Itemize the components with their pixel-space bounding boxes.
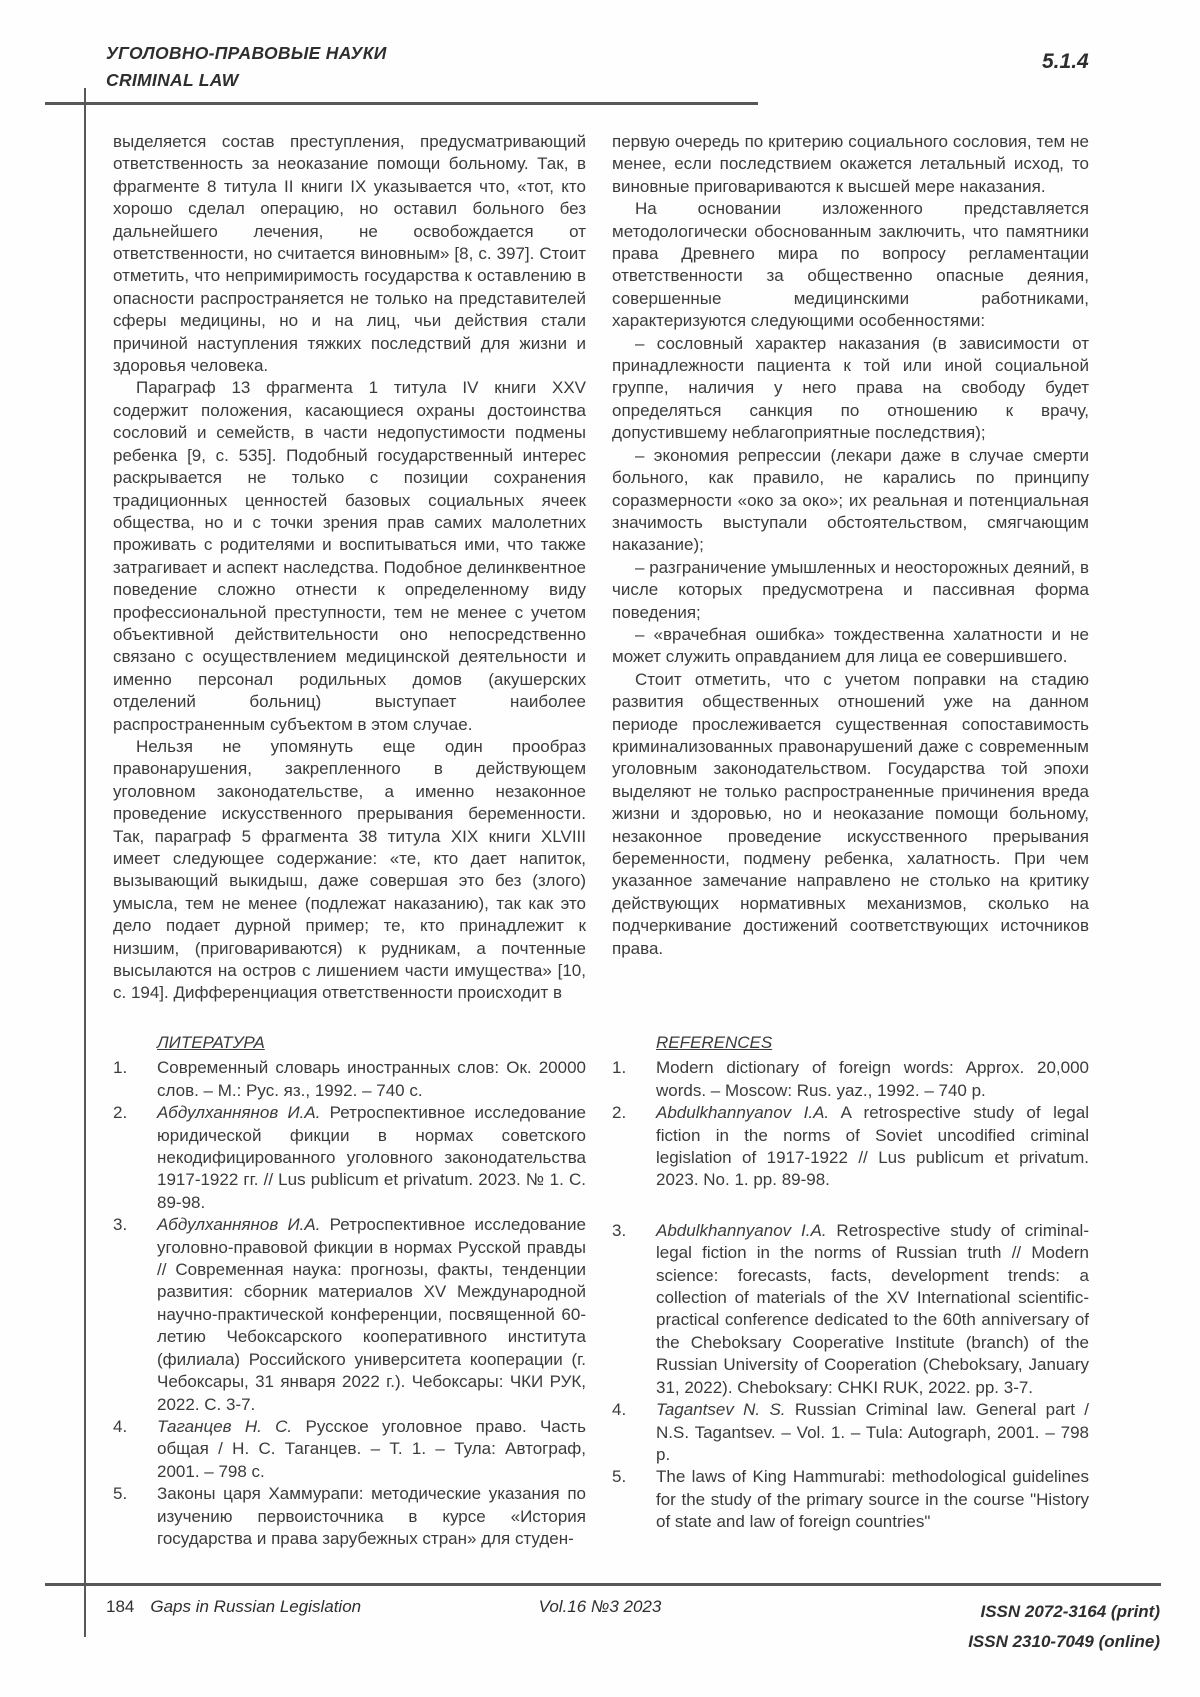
reference-number: 1. (113, 1058, 128, 1078)
section-heading-en: CRIMINAL LAW (106, 70, 239, 90)
reference-text: Abdulkhannyanov I.A. A retrospective study of legal fiction in the norms of Soviet uncodified criminal legislation of 1917-1922 // Lus publicum et privatum. 2023. No. 1. pp. 89-98. (656, 1103, 1089, 1190)
body-paragraph: – экономия репрессии (лекари даже в случае смерти больного, как правило, не карались по принципу соразмерности «око за око»; их реальная и потенциальная значимость выступали обстоятельством, смягчающим наказание); (612, 445, 1089, 555)
right-column (612, 131, 1089, 960)
header-rule (45, 102, 758, 105)
body-paragraph: – «врачебная ошибка» тождественна халатности и не может служить оправданием для лица ее совершившего. (612, 624, 1089, 667)
body-paragraph: – разграничение умышленных и неосторожных деяний, в числе которых предусмотрена и пассивная форма поведения; (612, 557, 1089, 622)
body-paragraph: – сословный характер наказания (в зависимости от принадлежности пациента к той или иной социальной группе, наличия у него права на свободу будет определяться санкция по отношению к врачу, допустившему неблагоприятные последствия); (612, 333, 1089, 443)
section-heading (106, 40, 387, 94)
reference-number: 2. (113, 1103, 128, 1123)
references-heading: REFERENCES (656, 1033, 773, 1052)
reference-text: Абдулханнянов И.А. Ретроспективное исследование уголовно-правовой фикции в нормах Русской правды // Современная наука: прогнозы, факты, тенденции развития: сборник материалов XV Международной научно-практической конференции, посвященной 60-летию Чебоксарского кооперативного института (филиала) Российского университета кооперации (г. Чебоксары, 31 января 2022 г.). Чебоксары: ЧКИ РУК, 2022. С. 3-7. (157, 1215, 586, 1414)
reference-number: 5. (612, 1467, 627, 1487)
page-number: 184 (106, 1597, 135, 1616)
body-paragraph: выделяется состав преступления, предусматривающий ответственность за неоказание помощи больному. Так, в фрагменте 8 титула II книги IX указывается что, «тот, кто хорошо сделал операцию, но оставил больного без дальнейшего лечения, не освобождается от ответственности, но считается виновным» [8, с. 397]. Стоит отметить, что непримиримость государства к оставлению в опасности распространяется не только на представителей сферы медицины, но и на лиц, чьи действия стали причиной наступления тяжких последствий для жизни и здоровья человека. (113, 132, 586, 376)
reference-text: Abdulkhannyanov I.A. Retrospective study of criminal-legal fiction in the norms of Russian truth // Modern science: forecasts, facts, development trends: a collection of materials of the XV International scientific-practical conference dedicated to the 60th anniversary of the Cheboksary Cooperative Institute (branch) of the Russian University of Cooperation (Cheboksary, January 31, 2022). Cheboksary: CHKI RUK, 2022. pp. 3-7. (656, 1220, 1089, 1397)
reference-author: Абдулханнянов И.А. (157, 1215, 321, 1235)
body-paragraph: Параграф 13 фрагмента 1 титула IV книги XXV содержит положения, касающиеся охраны достоинства сословий и семейств, в части недопустимости подмены ребенка [9, с. 535]. Подобный государственный интерес раскрывается не только с позиции сохранения традиционных ценностей базовых социальных ячеек общества, но и с точки зрения прав самих малолетних проживать с родителями и воспитываться ими, что также затрагивает и аспект наследства. Подобное делинквентное поведение сложно отнести к определенному виду профессиональной преступности, тем не менее с учетом объективной действительности оно непосредственно связано с осуществлением медицинской деятельности и именно персонал родильных домов (акушерских отделений больниц) выступает наиболее распространенным субъектом в этом случае. (113, 378, 586, 734)
journal-title: Gaps in Russian Legislation (150, 1597, 362, 1616)
footer-issue: Vol.16 №3 2023 (538, 1597, 662, 1616)
reference-item (113, 1214, 586, 1416)
issn-print: ISSN 2072-3164 (print) (980, 1602, 1160, 1621)
reference-author: Tagantsev N. S. (656, 1400, 786, 1420)
reference-text: Абдулханнянов И.А. Ретроспективное исследование юридической фикции в нормах советского некодифицированного уголовного законодательства 1917-1922 гг. // Lus publicum et privatum. 2023. № 1. С. 89-98. (157, 1103, 586, 1212)
reference-author: Abdulkhannyanov I.A. (656, 1103, 830, 1123)
reference-item (612, 1220, 1089, 1399)
reference-author: Абдулханнянов И.А. (157, 1103, 321, 1123)
reference-text: The laws of King Hammurabi: methodological guidelines for the study of the primary source in the course "History of state and law of foreign countries" (656, 1467, 1089, 1532)
taxonomy-code: 5.1.4 (1042, 50, 1089, 73)
left-margin-rule (84, 88, 86, 1637)
reference-item (612, 1102, 1089, 1192)
references-section (612, 1032, 1089, 1582)
footer-issn (968, 1597, 1160, 1657)
reference-item (113, 1416, 586, 1483)
footer-rule (45, 1583, 1161, 1586)
reference-number: 2. (612, 1103, 627, 1123)
reference-text: Современный словарь иностранных слов: Ок. 20000 слов. – М.: Рус. яз., 1992. – 740 с. (157, 1058, 586, 1100)
reference-number: 3. (113, 1215, 128, 1235)
reference-number: 3. (612, 1220, 627, 1240)
reference-text: Законы царя Хаммурапи: методические указания по изучению первоисточника в курсе «История государства и права зарубежных стран» для студен- (157, 1484, 586, 1548)
reference-number: 4. (113, 1416, 128, 1436)
reference-author: Таганцев Н. С. (157, 1416, 293, 1436)
reference-item (612, 1057, 1089, 1102)
reference-item (113, 1102, 586, 1214)
reference-item (612, 1399, 1089, 1466)
reference-author: Abdulkhannyanov I.A. (656, 1220, 827, 1240)
reference-item (612, 1466, 1089, 1533)
body-paragraph: Нельзя не упомянуть еще один прообраз правонарушения, закрепленного в действующем уголовном законодательстве, а именно незаконное проведение искусственного прерывания беременности. Так, параграф 5 фрагмента 38 титула XIX книги XLVIII имеет следующее содержание: «те, кто дает напиток, вызывающий выкидыш, даже совершая это без (злого) умысла, тем не менее (подлежат наказанию), так как это дело подает дурной пример; те, кто принадлежит к низшим, (приговариваются) к рудникам, а почтенные высылаются на остров с лишением части имущества» [10, с. 194]. Дифференциация ответственности происходит в (113, 736, 586, 1003)
issn-online: ISSN 2310-7049 (online) (968, 1632, 1160, 1651)
literature-section (113, 1032, 586, 1582)
reference-item (113, 1483, 586, 1550)
reference-number: 5. (113, 1484, 128, 1504)
reference-number: 1. (612, 1058, 627, 1078)
left-column (113, 131, 586, 1005)
section-heading-ru: УГОЛОВНО-ПРАВОВЫЕ НАУКИ (106, 43, 387, 63)
reference-item (113, 1057, 586, 1102)
body-paragraph: На основании изложенного представляется методологически обоснованным заключить, что памятники права Древнего мира по вопросу регламентации ответственности за общественно опасные деяния, совершенные медицинскими работниками, характеризуются следующими особенностями: (612, 199, 1089, 331)
literature-heading: ЛИТЕРАТУРА (157, 1033, 265, 1052)
reference-text: Modern dictionary of foreign words: Approx. 20,000 words. – Moscow: Rus. yaz., 1992. – 740 p. (656, 1058, 1089, 1100)
body-paragraph: Стоит отметить, что с учетом поправки на стадию развития общественных отношений уже на данном периоде прослеживается существенная сопоставимость криминализованных правонарушений даже с современным уголовным законодательством. Государства той эпохи выделяют не только распространенные причинения вреда жизни и здоровью, но и неоказание помощи больному, незаконное проведение искусственного прерывания беременности, подмену ребенка, халатность. При чем указанное замечание направлено не столько на критику действующих нормативных механизмов, сколько на подчеркивание достижений соответствующих источников права. (612, 669, 1089, 958)
body-paragraph: первую очередь по критерию социального сословия, тем не менее, если последствием окажется летальный исход, то виновные приговариваются к высшей мере наказания. (612, 132, 1089, 196)
reference-number: 4. (612, 1400, 627, 1420)
reference-text: Таганцев Н. С. Русское уголовное право. Часть общая / Н. С. Таганцев. – Т. 1. – Тула: Автограф, 2001. – 798 с. (157, 1416, 586, 1481)
reference-text: Tagantsev N. S. Russian Criminal law. General part / N.S. Tagantsev. – Vol. 1. – Tula: Autograph, 2001. – 798 p. (656, 1400, 1089, 1464)
